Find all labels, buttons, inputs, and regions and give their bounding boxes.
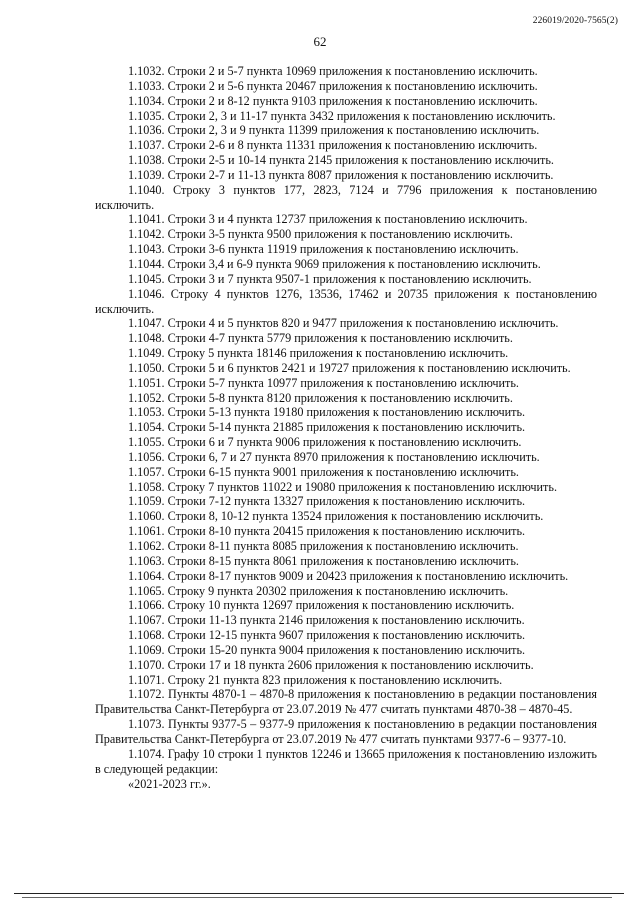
list-item: 1.1072. Пункты 4870-1 – 4870-8 приложения к постановлению в редакции постановления Правительства Санкт-Петербурга от 23.07.2019 № 477 считать пунктами 4870-38 – 4870-45. (95, 687, 597, 717)
list-item: 1.1036. Строки 2, 3 и 9 пункта 11399 приложения к постановлению исключить. (128, 123, 540, 138)
list-item: 1.1042. Строки 3-5 пункта 9500 приложения к постановлению исключить. (128, 227, 513, 242)
list-item: 1.1043. Строки 3-6 пункта 11919 приложения к постановлению исключить. (128, 242, 519, 257)
list-item: 1.1053. Строки 5-13 пункта 19180 приложения к постановлению исключить. (128, 405, 526, 420)
list-item: 1.1033. Строки 2 и 5-6 пункта 20467 приложения к постановлению исключить. (128, 78, 538, 93)
list-item: 1.1059. Строки 7-12 пункта 13327 приложения к постановлению исключить. (128, 494, 526, 509)
list-item: 1.1035. Строки 2, 3 и 11-17 пункта 3432 приложения к постановлению исключить. (128, 108, 556, 123)
list-item: 1.1070. Строки 17 и 18 пункта 2606 приложения к постановлению исключить. (128, 657, 534, 672)
list-item: 1.1038. Строки 2-5 и 10-14 пункта 2145 приложения к постановлению исключить. (128, 153, 554, 168)
list-item: 1.1054. Строки 5-14 пункта 21885 приложения к постановлению исключить. (128, 420, 526, 435)
list-item: 1.1064. Строки 8-17 пунктов 9009 и 20423 приложения к постановлению исключить. (128, 568, 569, 583)
list-item: 1.1061. Строки 8-10 пункта 20415 приложения к постановлению исключить. (128, 524, 526, 539)
list-item: 1.1048. Строки 4-7 пункта 5779 приложения к постановлению исключить. (128, 331, 513, 346)
list-item: 1.1032. Строки 2 и 5-7 пункта 10969 приложения к постановлению исключить. (128, 64, 538, 78)
list-item: 1.1039. Строки 2-7 и 11-13 пункта 8087 приложения к постановлению исключить. (128, 167, 554, 182)
list-item: 1.1068. Строки 12-15 пункта 9607 приложения к постановлению исключить. (128, 628, 526, 643)
list-item: 1.1067. Строки 11-13 пункта 2146 приложения к постановлению исключить. (128, 613, 525, 628)
list-item: 1.1074. Графу 10 строки 1 пунктов 12246 и 13665 приложения к постановлению изложить в следующей редакции: (95, 746, 597, 776)
footer-rule (14, 893, 624, 894)
document-number: 226019/2020-7565(2) (532, 16, 618, 26)
list-item: 1.1065. Строку 9 пункта 20302 приложения к постановлению исключить. (128, 583, 509, 598)
list-item: 1.1069. Строки 15-20 пункта 9004 приложения к постановлению исключить. (128, 642, 526, 657)
list-item: 1.1037. Строки 2-6 и 8 пункта 11331 приложения к постановлению исключить. (128, 138, 538, 153)
page-number: 62 (313, 34, 327, 49)
list-item: 1.1058. Строку 7 пунктов 11022 и 19080 приложения к постановлению исключить. (128, 479, 557, 494)
list-item: 1.1071. Строку 21 пункта 823 приложения к постановлению исключить. (128, 672, 503, 687)
list-item: 1.1041. Строки 3 и 4 пункта 12737 приложения к постановлению исключить. (128, 212, 528, 227)
list-item: 1.1052. Строки 5-8 пункта 8120 приложения к постановлению исключить. (128, 390, 513, 405)
list-item: 1.1051. Строки 5-7 пункта 10977 приложения к постановлению исключить. (128, 375, 519, 390)
list-item: 1.1073. Пункты 9377-5 – 9377-9 приложения к постановлению в редакции постановления Правительства Санкт-Петербурга от 23.07.2019 № 477 считать пунктами 9377-6 – 9377-10. (95, 717, 597, 746)
list-item: 1.1055. Строки 6 и 7 пункта 9006 приложения к постановлению исключить. (128, 435, 522, 450)
list-item: 1.1050. Строки 5 и 6 пунктов 2421 и 19727 приложения к постановлению исключить. (128, 360, 571, 375)
list-item: 1.1056. Строки 6, 7 и 27 пункта 8970 приложения к постановлению исключить. (128, 449, 540, 464)
quoted-text: «2021-2023 гг.». (128, 776, 211, 791)
list-item: 1.1062. Строки 8-11 пункта 8085 приложения к постановлению исключить. (128, 539, 519, 553)
list-item: 1.1060. Строки 8, 10-12 пункта 13524 приложения к постановлению исключить. (128, 509, 544, 524)
list-item: 1.1057. Строки 6-15 пункта 9001 приложения к постановлению исключить. (128, 464, 519, 479)
footer-rule-secondary (22, 897, 612, 898)
list-item: 1.1046. Строку 4 пунктов 1276, 13536, 17462 и 20735 приложения к постановлению исключить. (95, 286, 597, 316)
list-item: 1.1045. Строки 3 и 7 пункта 9507-1 приложения к постановлению исключить. (128, 271, 532, 286)
list-item: 1.1034. Строки 2 и 8-12 пункта 9103 приложения к постановлению исключить. (128, 93, 538, 108)
list-item: 1.1049. Строку 5 пункта 18146 приложения к постановлению исключить. (128, 346, 509, 361)
list-item: 1.1040. Строку 3 пунктов 177, 2823, 7124 и 7796 приложения к постановлению исключить. (95, 182, 597, 212)
list-item: 1.1066. Строку 10 пункта 12697 приложения к постановлению исключить. (128, 598, 515, 613)
document-body (95, 64, 597, 791)
list-item: 1.1047. Строки 4 и 5 пунктов 820 и 9477 приложения к постановлению исключить. (128, 316, 559, 331)
list-item: 1.1063. Строки 8-15 пункта 8061 приложения к постановлению исключить. (128, 553, 519, 568)
list-item: 1.1044. Строки 3,4 и 6-9 пункта 9069 приложения к постановлению исключить. (128, 256, 541, 271)
